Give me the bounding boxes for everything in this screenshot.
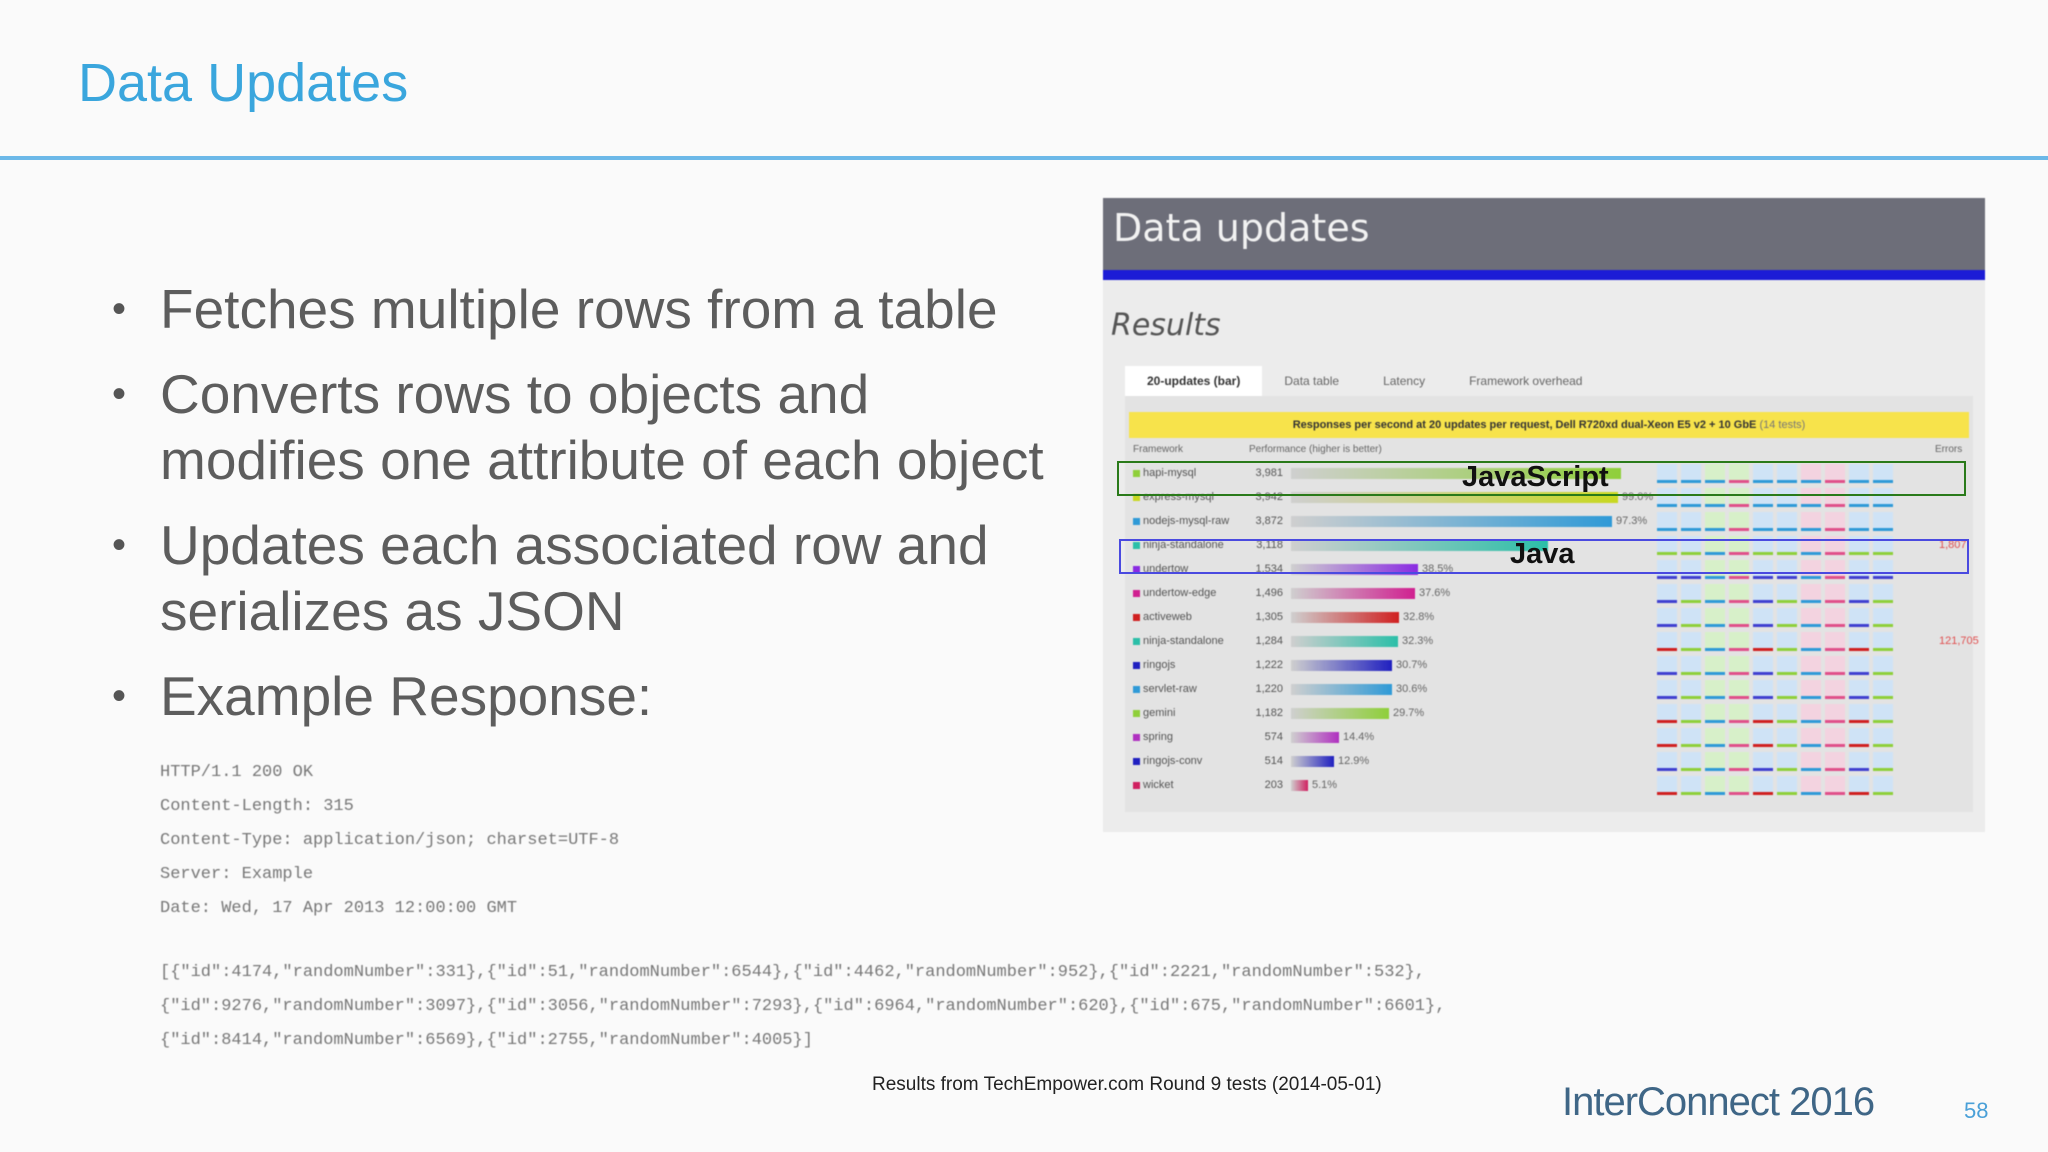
attribute-cell	[1873, 512, 1893, 531]
legend-swatch	[1133, 734, 1140, 741]
attribute-cell	[1777, 656, 1797, 675]
tab-framework-overhead[interactable]: Framework overhead	[1469, 374, 1583, 388]
attribute-cell	[1729, 680, 1749, 699]
attribute-cell	[1681, 584, 1701, 603]
performance-bar	[1291, 636, 1398, 647]
java-label: Java	[1510, 538, 1575, 570]
attribute-cells	[1657, 728, 1897, 752]
results-panel	[1125, 396, 1979, 812]
attribute-cell	[1873, 680, 1893, 699]
performance-bar	[1291, 612, 1399, 623]
attribute-cell	[1657, 728, 1677, 747]
bullet-text: modifies one attribute of each object	[160, 429, 1044, 491]
response-header-line: Content-Length: 315	[160, 797, 354, 816]
performance-bar	[1291, 708, 1389, 719]
attribute-cell	[1681, 632, 1701, 651]
bullet-text: Updates each associated row and	[160, 514, 989, 576]
attribute-cell	[1657, 584, 1677, 603]
table-header	[1129, 444, 1969, 460]
performance-bar	[1291, 660, 1392, 671]
attribute-cell	[1825, 584, 1845, 603]
attribute-cell	[1753, 608, 1773, 627]
requests-value: 514	[1264, 755, 1283, 767]
performance-percent: 32.8%	[1403, 611, 1435, 623]
framework-name: servlet-raw	[1143, 683, 1197, 695]
bullet-dot: •	[112, 287, 127, 331]
attribute-cell	[1777, 608, 1797, 627]
framework-name: activeweb	[1143, 611, 1192, 623]
attribute-cell	[1729, 632, 1749, 651]
attribute-cell	[1657, 632, 1677, 651]
performance-percent: 5.1%	[1312, 779, 1338, 791]
attribute-cell	[1729, 584, 1749, 603]
attribute-cell	[1681, 608, 1701, 627]
framework-name: gemini	[1143, 707, 1176, 719]
bullet-item	[108, 276, 1088, 342]
response-header-line: HTTP/1.1 200 OK	[160, 763, 314, 782]
legend-swatch	[1133, 710, 1140, 717]
attribute-cell	[1801, 776, 1821, 795]
col-errors: Errors	[1935, 444, 1963, 455]
slide-title: Data Updates	[78, 53, 409, 113]
attribute-cell	[1801, 680, 1821, 699]
performance-bar	[1291, 732, 1339, 743]
attribute-cell	[1705, 704, 1725, 723]
requests-value: 1,220	[1255, 683, 1283, 695]
attribute-cell	[1705, 632, 1725, 651]
attribute-cell	[1729, 752, 1749, 771]
javascript-label: JavaScript	[1462, 461, 1609, 493]
performance-bar	[1291, 588, 1415, 599]
attribute-cell	[1777, 728, 1797, 747]
bullet-dot: •	[112, 674, 127, 718]
performance-percent: 30.7%	[1396, 659, 1428, 671]
framework-name: undertow-edge	[1143, 587, 1217, 599]
attribute-cell	[1825, 512, 1845, 531]
legend-swatch	[1133, 590, 1140, 597]
attribute-cell	[1849, 512, 1869, 531]
bullet-item	[108, 361, 1088, 493]
framework-name: ringojs	[1143, 659, 1176, 671]
results-caption-text: Responses per second at 20 updates per request, Dell R720xd dual-Xeon E5 v2 + 10 GbE	[1292, 419, 1757, 431]
response-header-line: Date: Wed, 17 Apr 2013 12:00:00 GMT	[160, 899, 518, 918]
framework-name: undertow	[1143, 563, 1189, 575]
attribute-cell	[1729, 728, 1749, 747]
requests-value: 3,872	[1255, 515, 1283, 527]
attribute-cell	[1849, 752, 1869, 771]
legend-swatch	[1133, 758, 1140, 765]
attribute-cell	[1825, 608, 1845, 627]
table-row	[1129, 630, 1979, 654]
performance-percent: 29.7%	[1393, 707, 1425, 719]
attribute-cell	[1825, 656, 1845, 675]
bullet-dot: •	[112, 523, 127, 567]
attribute-cell	[1873, 728, 1893, 747]
attribute-cell	[1753, 728, 1773, 747]
attribute-cell	[1681, 728, 1701, 747]
bullet-text: Example Response:	[160, 665, 653, 727]
attribute-cell	[1681, 776, 1701, 795]
attribute-cell	[1825, 632, 1845, 651]
table-row	[1129, 654, 1969, 678]
attribute-cell	[1801, 512, 1821, 531]
col-framework: Framework	[1133, 444, 1184, 455]
framework-name: spring	[1143, 731, 1173, 743]
attribute-cell	[1657, 704, 1677, 723]
attribute-cell	[1873, 704, 1893, 723]
attribute-cell	[1801, 704, 1821, 723]
attribute-cell	[1849, 776, 1869, 795]
screenshot-title: Data updates	[1113, 206, 1370, 250]
attribute-cell	[1681, 752, 1701, 771]
attribute-cell	[1729, 512, 1749, 531]
source-citation: Results from TechEmpower.com Round 9 tests (2014-05-01)	[872, 1074, 1382, 1095]
bullet-list	[108, 276, 1088, 748]
attribute-cell	[1657, 512, 1677, 531]
attribute-cell	[1729, 704, 1749, 723]
attribute-cell	[1849, 632, 1869, 651]
attribute-cell	[1657, 608, 1677, 627]
response-body-line: {"id":8414,"randomNumber":6569},{"id":2755,"randomNumber":4005}]	[160, 1031, 813, 1050]
performance-percent: 30.6%	[1396, 683, 1428, 695]
benchmark-screenshot	[1103, 198, 1985, 832]
results-heading: Results	[1111, 308, 1221, 343]
screenshot-header	[1103, 198, 1985, 270]
performance-bar	[1291, 780, 1308, 791]
bullet-item	[108, 663, 1088, 729]
attribute-cell	[1849, 608, 1869, 627]
tab-latency[interactable]: Latency	[1383, 374, 1426, 388]
attribute-cell	[1729, 656, 1749, 675]
attribute-cell	[1753, 512, 1773, 531]
attribute-cell	[1681, 512, 1701, 531]
attribute-cell	[1777, 776, 1797, 795]
attribute-cell	[1801, 608, 1821, 627]
attribute-cell	[1681, 656, 1701, 675]
attribute-cell	[1705, 752, 1725, 771]
framework-name: ninja-standalone	[1143, 539, 1224, 551]
requests-value: 1,222	[1255, 659, 1283, 671]
attribute-cell	[1873, 776, 1893, 795]
legend-swatch	[1133, 686, 1140, 693]
attribute-cell	[1705, 656, 1725, 675]
attribute-cell	[1729, 608, 1749, 627]
screenshot-accent-bar	[1103, 270, 1985, 280]
attribute-cell	[1657, 680, 1677, 699]
attribute-cell	[1777, 680, 1797, 699]
attribute-cell	[1801, 632, 1821, 651]
performance-percent: 97.3%	[1616, 515, 1648, 527]
error-count: 121,705	[1939, 635, 1979, 647]
attribute-cell	[1873, 584, 1893, 603]
performance-percent: 99.0%	[1622, 491, 1654, 503]
attribute-cell	[1657, 776, 1677, 795]
page-number: 58	[1964, 1098, 1989, 1123]
legend-swatch	[1133, 614, 1140, 621]
table-row	[1129, 510, 1969, 534]
results-tabs	[1125, 366, 1604, 396]
attribute-cell	[1753, 656, 1773, 675]
attribute-cell	[1873, 632, 1893, 651]
attribute-cell	[1801, 752, 1821, 771]
attribute-cell	[1753, 704, 1773, 723]
attribute-cells	[1657, 680, 1897, 704]
requests-value: 1,182	[1255, 707, 1283, 719]
attribute-cell	[1825, 776, 1845, 795]
table-row	[1129, 702, 1969, 726]
attribute-cell	[1681, 704, 1701, 723]
performance-percent: 32.3%	[1402, 635, 1434, 647]
framework-name: ninja-standalone	[1143, 635, 1224, 647]
performance-bar	[1291, 684, 1392, 695]
response-body-line: {"id":9276,"randomNumber":3097},{"id":3056,"randomNumber":7293},{"id":6964,"randomNumber":620},{"id":675,"randomNumber":6601},	[160, 997, 1446, 1016]
framework-name: express-mysql	[1143, 491, 1214, 503]
attribute-cell	[1753, 776, 1773, 795]
attribute-cell	[1849, 704, 1869, 723]
attribute-cell	[1777, 752, 1797, 771]
attribute-cells	[1657, 656, 1897, 680]
bullet-text: Converts rows to objects and	[160, 363, 870, 425]
attribute-cell	[1825, 728, 1845, 747]
attribute-cell	[1825, 752, 1845, 771]
attribute-cell	[1753, 752, 1773, 771]
requests-value: 1,305	[1255, 611, 1283, 623]
table-row	[1129, 678, 1969, 702]
performance-percent: 14.4%	[1343, 731, 1375, 743]
bullet-text: serializes as JSON	[160, 580, 625, 642]
performance-bar	[1291, 756, 1334, 767]
attribute-cell	[1849, 584, 1869, 603]
legend-swatch	[1133, 662, 1140, 669]
legend-swatch	[1133, 638, 1140, 645]
response-header-line: Server: Example	[160, 865, 314, 884]
requests-value: 1,284	[1255, 635, 1283, 647]
attribute-cell	[1705, 728, 1725, 747]
framework-name: ringojs-conv	[1143, 755, 1203, 767]
attribute-cell	[1801, 728, 1821, 747]
attribute-cell	[1777, 512, 1797, 531]
bullet-dot: •	[112, 372, 127, 416]
legend-swatch	[1133, 518, 1140, 525]
attribute-cells	[1657, 512, 1897, 536]
attribute-cell	[1705, 584, 1725, 603]
attribute-cell	[1849, 680, 1869, 699]
performance-percent: 38.5%	[1422, 563, 1454, 575]
results-rows	[1129, 462, 1979, 798]
attribute-cell	[1777, 632, 1797, 651]
bullet-item	[108, 512, 1088, 644]
title-divider	[0, 156, 2048, 160]
framework-name: nodejs-mysql-raw	[1143, 515, 1230, 527]
response-header-line: Content-Type: application/json; charset=UTF-8	[160, 831, 620, 850]
performance-percent: 37.6%	[1419, 587, 1451, 599]
attribute-cell	[1873, 752, 1893, 771]
framework-name: hapi-mysql	[1143, 467, 1197, 479]
col-performance: Performance (higher is better)	[1249, 444, 1382, 455]
attribute-cell	[1705, 512, 1725, 531]
attribute-cell	[1657, 752, 1677, 771]
requests-value: 1,496	[1255, 587, 1283, 599]
requests-value: 574	[1264, 731, 1283, 743]
performance-percent: 12.9%	[1338, 755, 1370, 767]
attribute-cell	[1849, 728, 1869, 747]
attribute-cell	[1801, 584, 1821, 603]
attribute-cell	[1777, 584, 1797, 603]
attribute-cell	[1729, 776, 1749, 795]
table-row	[1129, 726, 1969, 750]
tab-data-table[interactable]: Data table	[1284, 374, 1340, 388]
attribute-cell	[1825, 704, 1845, 723]
attribute-cells	[1657, 776, 1897, 800]
table-row	[1129, 582, 1969, 606]
table-row	[1129, 750, 1969, 774]
attribute-cells	[1657, 608, 1897, 632]
attribute-cell	[1873, 656, 1893, 675]
requests-value: 1,534	[1255, 563, 1283, 575]
requests-value: 3,942	[1255, 491, 1283, 503]
performance-bar	[1291, 516, 1612, 527]
framework-name: wicket	[1143, 779, 1174, 791]
attribute-cell	[1825, 680, 1845, 699]
attribute-cell	[1849, 656, 1869, 675]
error-count: 1,807	[1939, 539, 1967, 551]
attribute-cells	[1657, 584, 1897, 608]
requests-value: 3,118	[1256, 539, 1283, 551]
attribute-cell	[1753, 632, 1773, 651]
test-count: (14 tests)	[1759, 419, 1806, 431]
attribute-cell	[1705, 776, 1725, 795]
attribute-cell	[1705, 680, 1725, 699]
table-row	[1129, 606, 1969, 630]
attribute-cell	[1777, 704, 1797, 723]
requests-value: 203	[1264, 779, 1283, 791]
attribute-cell	[1801, 656, 1821, 675]
results-caption	[1129, 412, 1969, 438]
response-body-line: [{"id":4174,"randomNumber":331},{"id":51,"randomNumber":6544},{"id":4462,"randomNumber":952},{"id":2221,"randomNumber":532},	[160, 963, 1426, 982]
tab-20-updates-bar[interactable]: 20-updates (bar)	[1125, 366, 1262, 396]
bullet-text: Fetches multiple rows from a table	[160, 278, 998, 340]
attribute-cells	[1657, 632, 1897, 656]
table-row	[1129, 774, 1969, 798]
attribute-cells	[1657, 704, 1897, 728]
attribute-cell	[1873, 608, 1893, 627]
attribute-cell	[1705, 608, 1725, 627]
attribute-cell	[1753, 584, 1773, 603]
brand-logo-text: InterConnect 2016	[1562, 1080, 1875, 1124]
attribute-cells	[1657, 752, 1897, 776]
attribute-cell	[1657, 656, 1677, 675]
legend-swatch	[1133, 782, 1140, 789]
attribute-cell	[1753, 680, 1773, 699]
attribute-cell	[1681, 680, 1701, 699]
requests-value: 3,981	[1255, 467, 1283, 479]
